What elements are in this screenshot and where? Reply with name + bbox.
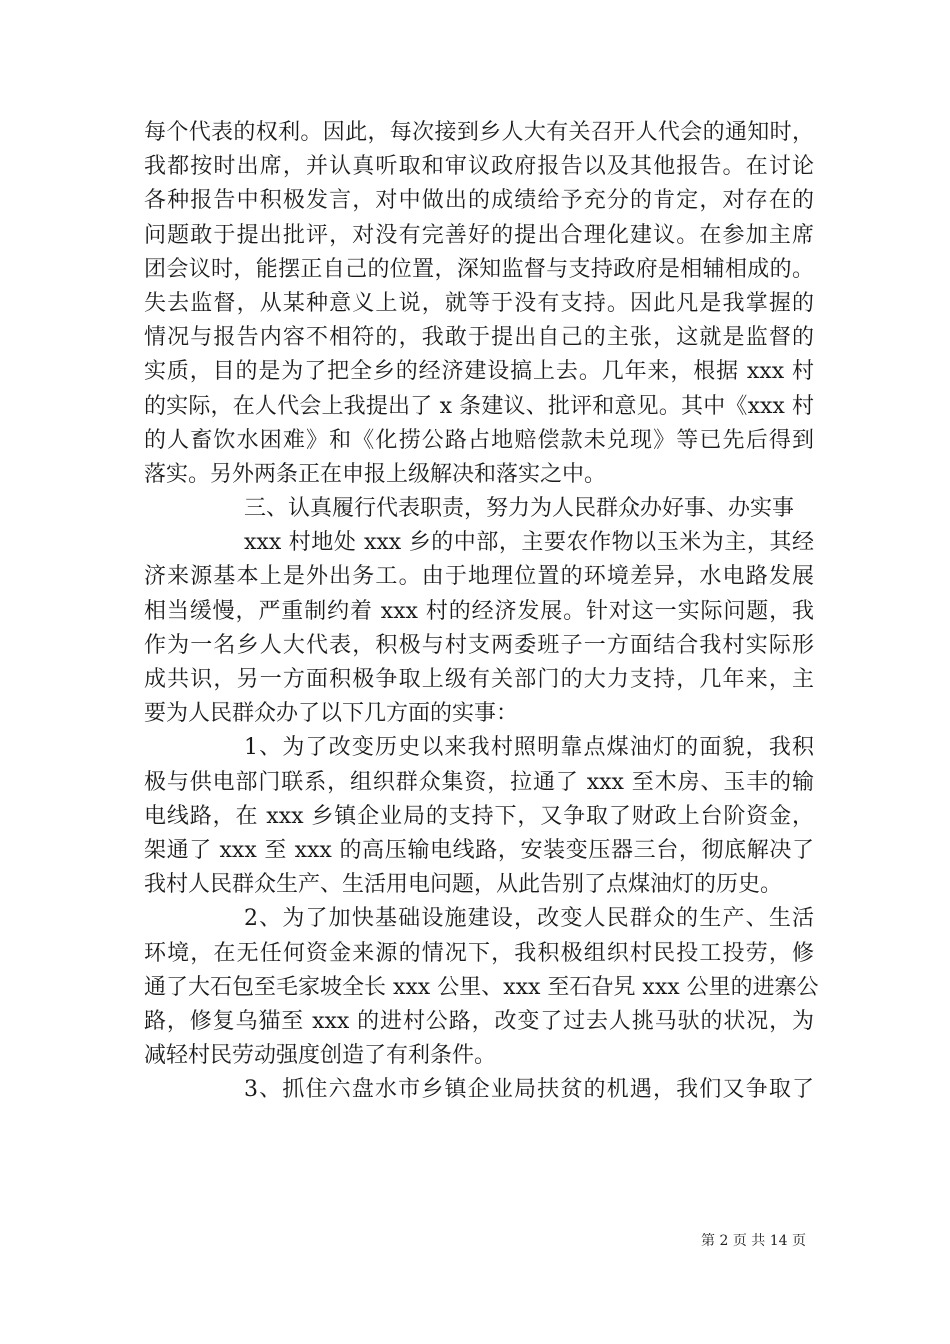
text-line: 极与供电部门联系，组织群众集资，拉通了 xxx 至木房、玉丰的输	[144, 769, 814, 795]
page-number: 第 2 页 共 14 页	[701, 1233, 806, 1249]
text-line: 相当缓慢，严重制约着 xxx 村的经济发展。针对这一实际问题，我	[144, 598, 814, 624]
text-line: 实质，目的是为了把全乡的经济建设搞上去。几年来，根据 xxx 村	[144, 359, 814, 385]
text-line: 我村人民群众生产、生活用电问题，从此告别了点煤油灯的历史。	[144, 872, 783, 898]
text-line: 作为一名乡人大代表，积极与村支两委班子一方面结合我村实际形	[144, 632, 814, 658]
text-line: 的实际，在人代会上我提出了 x 条建议、批评和意见。其中《xxx 村	[144, 393, 814, 419]
text-line: 路，修复乌猫至 xxx 的进村公路，改变了过去人挑马驮的状况，为	[144, 1008, 814, 1034]
text-line: 要为人民群众办了以下几方面的实事：	[144, 701, 519, 727]
text-line: 团会议时，能摆正自己的位置，深知监督与支持政府是相辅相成的。	[144, 256, 814, 282]
text-line: 每个代表的权利。因此，每次接到乡人大有关召开人代会的通知时，	[144, 120, 814, 145]
text-line: 架通了 xxx 至 xxx 的高压输电线路，安装变压器三台，彻底解决了	[144, 837, 814, 863]
text-line: 落实。另外两条正在申报上级解决和落实之中。	[144, 461, 607, 487]
text-line: 通了大石包至毛家坡全长 xxx 公里、xxx 至石旮旯 xxx 公里的进寨公	[144, 974, 819, 1000]
text-line: 失去监督，从某种意义上说，就等于没有支持。因此凡是我掌握的	[144, 290, 814, 316]
text-line: 的人畜饮水困难》和《化捞公路占地赔偿款未兑现》等已先后得到	[144, 427, 814, 453]
paragraph-first-line: 1、为了改变历史以来我村照明靠点煤油灯的面貌，我积	[244, 735, 814, 761]
text-line: 成共识，另一方面积极争取上级有关部门的大力支持，几年来，主	[144, 667, 814, 692]
text-line: 电线路，在 xxx 乡镇企业局的支持下，又争取了财政上台阶资金，	[144, 803, 814, 829]
text-line: 济来源基本上是外出务工。由于地理位置的环境差异，水电路发展	[144, 564, 814, 590]
text-line: 我都按时出席，并认真听取和审议政府报告以及其他报告。在讨论	[144, 154, 814, 180]
paragraph-first-line: xxx 村地处 xxx 乡的中部，主要农作物以玉米为主，其经	[244, 530, 814, 556]
paragraph-first-line: 2、为了加快基础设施建设，改变人民群众的生产、生活	[244, 906, 814, 932]
document-body	[144, 116, 819, 1107]
text-line: 各种报告中积极发言，对中做出的成绩给予充分的肯定，对存在的	[144, 188, 814, 214]
section-heading: 三、认真履行代表职责，努力为人民群众办好事、办实事	[244, 496, 795, 522]
text-line: 情况与报告内容不相符的，我敢于提出自己的主张，这就是监督的	[144, 325, 814, 351]
text-line: 环境，在无任何资金来源的情况下，我积极组织村民投工投劳，修	[144, 940, 814, 966]
text-line: 减轻村民劳动强度创造了有利条件。	[144, 1043, 497, 1069]
paragraph-first-line: 3、抓住六盘水市乡镇企业局扶贫的机遇，我们又争取了	[244, 1077, 814, 1103]
text-line: 问题敢于提出批评，对没有完善好的提出合理化建议。在参加主席	[144, 222, 814, 248]
